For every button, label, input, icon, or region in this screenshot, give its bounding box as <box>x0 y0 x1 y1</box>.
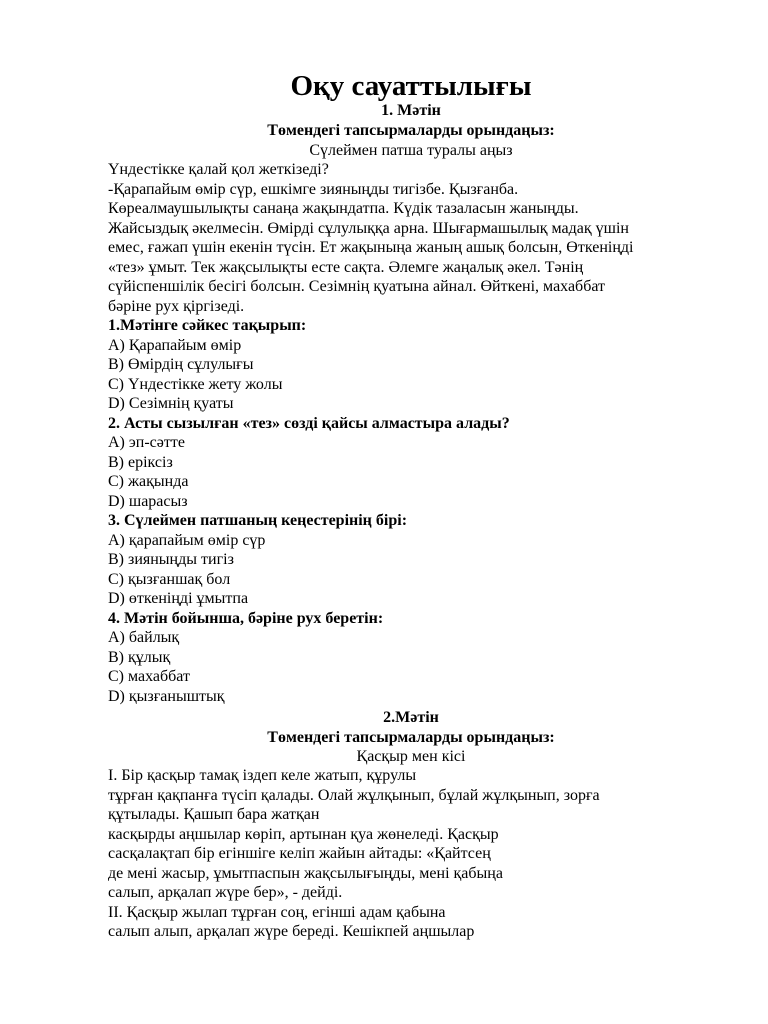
text-line: құтылады. Қашып бара жатқан <box>108 806 320 823</box>
text-line: касқырды аңшылар көріп, артынан қуа жөнеледі. Қасқыр <box>108 825 499 843</box>
answer-option: D) қызғаныштық <box>108 687 225 705</box>
question-3: 3. Сүлеймен патшаның кеңестерінің бірі: <box>108 512 408 529</box>
text-line: II. Қасқыр жылап тұрған соң, егінші адам қабына <box>108 903 446 921</box>
section1-subtitle: Сүлеймен патша туралы аңыз <box>309 142 513 159</box>
answer-option: A) байлық <box>108 629 180 646</box>
answer-option: A) қарапайым өмір сүр <box>108 531 266 549</box>
text-line: I. Бір қасқыр тамақ іздеп келе жатып, құрулы <box>108 767 417 784</box>
answer-option: B) зияныңды тигіз <box>108 551 234 568</box>
text-line: емес, ғажап үшін екенін түсін. Ет жақыныңа жаның ашық болсын, Өткеніңді <box>108 239 634 256</box>
text-line: -Қарапайым өмір сүр, ешкімге зияныңды тигізбе. Қызғанба. <box>108 180 519 198</box>
answer-option: D) өткеніңді ұмытпа <box>108 590 249 607</box>
text-line: Үндестікке қалай қол жеткізеді? <box>108 161 329 178</box>
section2-instruction: Төмендегі тапсырмаларды орындаңыз: <box>267 729 555 746</box>
page-title: Оқу сауаттылығы <box>290 70 532 102</box>
answer-option: A) эп-сәтте <box>108 434 185 451</box>
section2-heading: 2.Мәтін <box>383 709 439 726</box>
section1-body <box>108 160 683 706</box>
answer-option: C) махаббат <box>108 668 190 685</box>
answer-option: B) Өмірдің сұлулығы <box>108 356 254 373</box>
text-line: тұрған қақпанға түсіп қалады. Олай жұлқынып, бұлай жұлқынып, зорға <box>108 786 600 804</box>
text-line: Көреалмаушылықты санаңа жақындатпа. Күдік тазаласын жаныңды. <box>108 200 579 217</box>
answer-option: C) Үндестікке жету жолы <box>108 375 283 393</box>
text-line: бәріне рух қіргізеді. <box>108 297 245 315</box>
text-line: де мені жасыр, ұмытпаспын жақсылығыңды, мені қабыңа <box>108 864 503 882</box>
text-line: сүйіспеншілік бесігі болсын. Сезімнің қуатына айнал. Өйткені, махаббат <box>108 278 606 295</box>
text-line: сасқалақтап бір егіншіге келіп жайын айтады: «Қайтсең <box>108 845 491 862</box>
answer-option: D) Сезімнің қуаты <box>108 395 234 412</box>
text-line: Жайсыздық әкелмесін. Өмірді сұлулыққа арна. Шығармашылық мадақ үшін <box>108 219 629 237</box>
answer-option: A) Қарапайым өмір <box>108 336 242 354</box>
section2-subtitle: Қасқыр мен кісі <box>356 748 466 765</box>
text-line: «тез» ұмыт. Тек жақсылықты есте сақта. Әлемге жаңалық әкел. Тәнің <box>108 258 584 276</box>
answer-option: C) жақында <box>108 473 189 490</box>
question-2: 2. Асты сызылған «тез» сөзді қайсы алмастыра алады? <box>108 414 510 432</box>
section1-instruction: Төмендегі тапсырмаларды орындаңыз: <box>267 122 555 139</box>
answer-option: B) еріксіз <box>108 453 173 471</box>
question-4: 4. Мәтін бойынша, бәріне рух беретін: <box>108 609 384 627</box>
text-line: салып алып, арқалап жүре береді. Кешікпей аңшылар <box>108 923 475 940</box>
section1-heading: 1. Мәтін <box>381 102 441 119</box>
question-1: 1.Мәтінге сәйкес тақырып: <box>108 317 307 334</box>
answer-option: B) құлық <box>108 648 171 666</box>
answer-option: D) шарасыз <box>108 492 188 510</box>
section2-body <box>108 766 683 942</box>
text-line: салып, арқалап жүре бер», - дейді. <box>108 884 343 901</box>
answer-option: C) қызғаншақ бол <box>108 570 231 588</box>
